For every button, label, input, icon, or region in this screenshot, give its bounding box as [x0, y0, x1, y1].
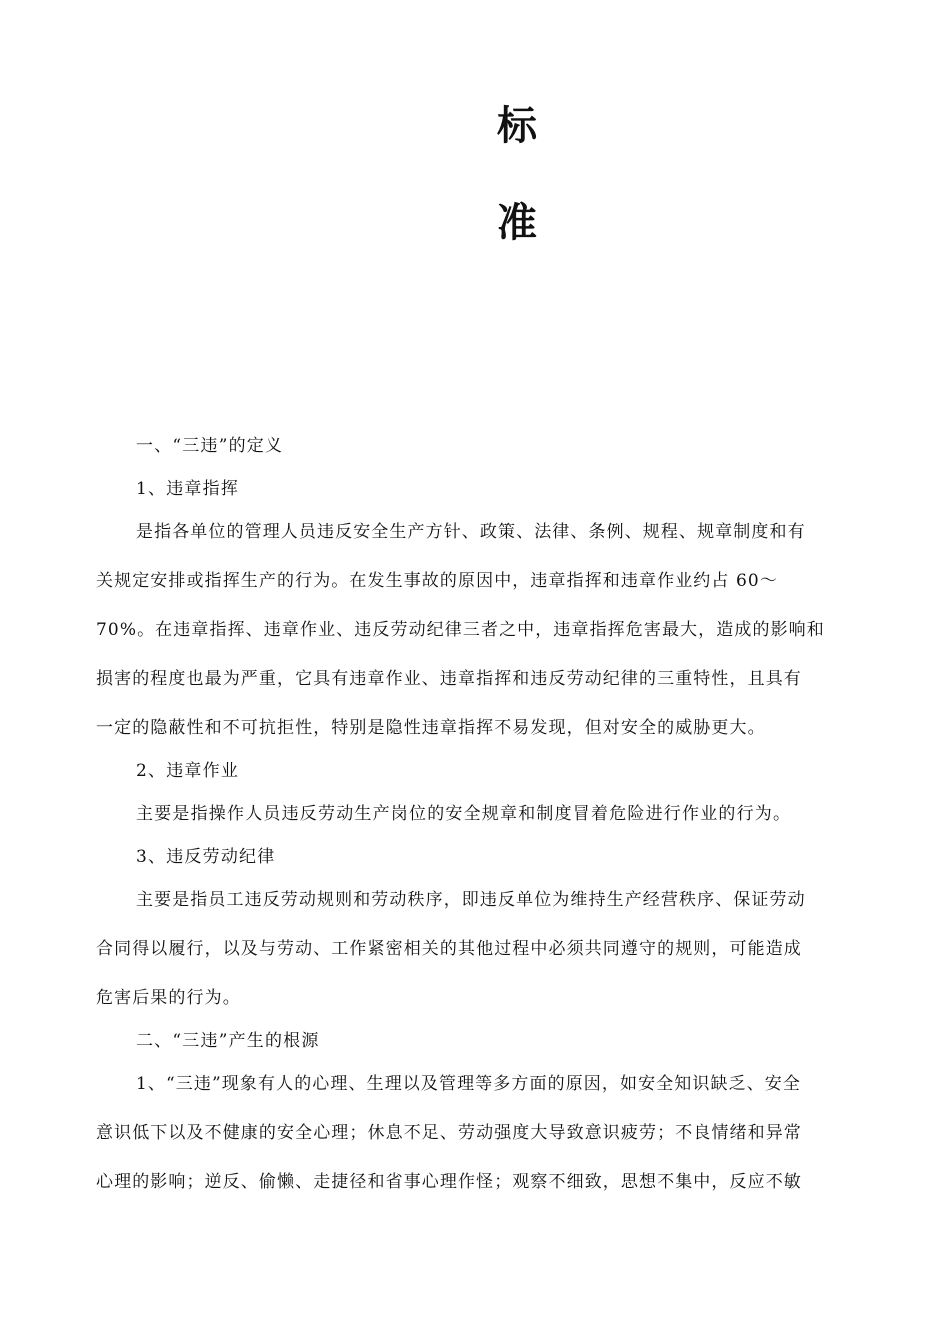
paragraph-line: 危害后果的行为。 [96, 988, 241, 1008]
paragraph-line: 合同得以履行，以及与劳动、工作紧密相关的其他过程中必须共同遵守的规则，可能造成 [96, 939, 802, 959]
subsection-1-3-body [96, 884, 856, 1015]
paragraph-line: 心理的影响；逆反、偷懒、走捷径和省事心理作怪；观察不细致，思想不集中，反应不敏 [96, 1172, 802, 1192]
subsection-1-1-body [96, 516, 856, 745]
subsection-2-1-body [96, 1068, 856, 1199]
paragraph-line: 关规定安排或指挥生产的行为。在发生事故的原因中，违章指挥和违章作业约占 60～ [96, 571, 778, 591]
document-body [96, 430, 856, 1199]
title-char-2: 准 [497, 199, 537, 246]
paragraph-line: 意识低下以及不健康的安全心理；休息不足、劳动强度大导致意识疲劳；不良情绪和异常 [96, 1123, 802, 1143]
paragraph-line: 一定的隐蔽性和不可抗拒性，特别是隐性违章指挥不易发现，但对安全的威胁更大。 [96, 718, 766, 738]
paragraph-line: 主要是指员工违反劳动规则和劳动秩序，即违反单位为维持生产经营秩序、保证劳动 [136, 890, 806, 910]
subsection-1-1-heading: 1、违章指挥 [136, 479, 240, 499]
subsection-1-2-body: 主要是指操作人员违反劳动生产岗位的安全规章和制度冒着危险进行作业的行为。 [136, 804, 792, 824]
paragraph-line: 70%。在违章指挥、违章作业、违反劳动纪律三者之中，违章指挥危害最大，造成的影响和 [96, 620, 825, 640]
paragraph-line: 1、“三违”现象有人的心理、生理以及管理等多方面的原因，如安全知识缺乏、安全 [136, 1074, 801, 1094]
section-2-heading: 二、“三违”产生的根源 [136, 1031, 320, 1051]
subsection-1-2-heading: 2、违章作业 [136, 761, 240, 781]
paragraph-line: 是指各单位的管理人员违反安全生产方针、政策、法律、条例、规程、规章制度和有 [136, 522, 806, 542]
subsection-1-3-heading: 3、违反劳动纪律 [136, 847, 276, 867]
section-1-heading: 一、“三违”的定义 [136, 436, 284, 456]
paragraph-line: 损害的程度也最为严重，它具有违章作业、违章指挥和违反劳动纪律的三重特性，且具有 [96, 669, 802, 689]
title-char-1: 标 [497, 102, 537, 149]
